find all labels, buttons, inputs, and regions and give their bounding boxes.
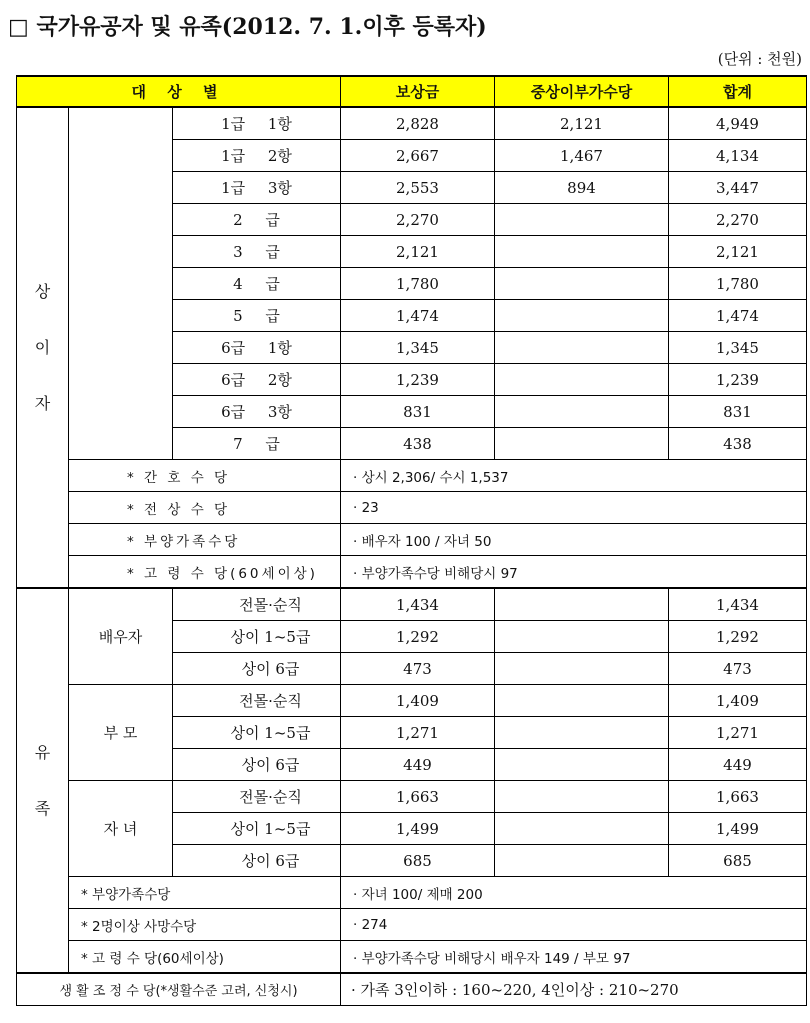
grade-label: 4 급 — [173, 268, 341, 300]
bereaved-group-name: 자 녀 — [69, 781, 173, 877]
bereaved-group-name: 배우자 — [69, 588, 173, 685]
bereaved-group-label-char: 족 — [34, 798, 51, 818]
bereaved-row — [17, 781, 807, 813]
allowance-value: 1,467 — [495, 140, 669, 172]
allowance-value — [495, 588, 669, 621]
unit-label: (단위 : 천원) — [717, 50, 802, 68]
total-value: 1,271 — [669, 717, 807, 749]
total-value: 1,409 — [669, 685, 807, 717]
note-label: * 간 호 수 당 — [69, 460, 341, 492]
total-value: 1,499 — [669, 813, 807, 845]
note-label: * 부양가족수당 — [69, 877, 341, 909]
compensation-value: 1,271 — [341, 717, 495, 749]
note-value: · 274 — [341, 909, 807, 941]
total-value: 2,270 — [669, 204, 807, 236]
allowance-value — [495, 621, 669, 653]
compensation-value: 473 — [341, 653, 495, 685]
note-value: · 상시 2,306/ 수시 1,537 — [341, 460, 807, 492]
compensation-value: 1,345 — [341, 332, 495, 364]
note-label: * 2명이상 사망수당 — [69, 909, 341, 941]
note-value: · 부양가족수당 비해당시 배우자 149 / 부모 97 — [341, 941, 807, 974]
compensation-value: 2,270 — [341, 204, 495, 236]
total-value: 449 — [669, 749, 807, 781]
total-value: 473 — [669, 653, 807, 685]
injured-group-label — [17, 107, 69, 588]
bereaved-type: 상이 6급 — [173, 845, 341, 877]
compensation-value: 1,292 — [341, 621, 495, 653]
total-value: 438 — [669, 428, 807, 460]
bereaved-type: 상이 1~5급 — [173, 717, 341, 749]
compensation-value: 831 — [341, 396, 495, 428]
injured-grade-row — [17, 107, 807, 140]
grade-label: 6급 3항 — [173, 396, 341, 428]
allowance-value: 894 — [495, 172, 669, 204]
allowance-value — [495, 332, 669, 364]
allowance-value — [495, 685, 669, 717]
bereaved-type: 상이 6급 — [173, 749, 341, 781]
page-title: □ 국가유공자 및 유족(2012. 7. 1.이후 등록자) — [8, 14, 487, 40]
compensation-value: 1,780 — [341, 268, 495, 300]
total-value: 4,134 — [669, 140, 807, 172]
injured-note-row — [17, 556, 807, 589]
header-row — [17, 76, 807, 107]
grade-label: 1급 3항 — [173, 172, 341, 204]
grade-label: 3 급 — [173, 236, 341, 268]
total-value: 1,345 — [669, 332, 807, 364]
compensation-value: 2,828 — [341, 107, 495, 140]
bereaved-row — [17, 685, 807, 717]
bereaved-type: 전몰·순직 — [173, 588, 341, 621]
note-value: · 자녀 100/ 제매 200 — [341, 877, 807, 909]
total-value: 685 — [669, 845, 807, 877]
compensation-value: 438 — [341, 428, 495, 460]
total-value: 2,121 — [669, 236, 807, 268]
compensation-value: 1,499 — [341, 813, 495, 845]
injured-group-label-char: 자 — [34, 393, 51, 413]
bereaved-group-label-char: 유 — [34, 742, 51, 762]
grade-label: 2 급 — [173, 204, 341, 236]
bereaved-type: 상이 6급 — [173, 653, 341, 685]
bereaved-type: 전몰·순직 — [173, 685, 341, 717]
bereaved-note-row — [17, 877, 807, 909]
note-value: · 부양가족수당 비해당시 97 — [341, 556, 807, 589]
bereaved-type: 상이 1~5급 — [173, 621, 341, 653]
grade-label: 1급 2항 — [173, 140, 341, 172]
allowance-value — [495, 813, 669, 845]
compensation-value: 2,121 — [341, 236, 495, 268]
total-value: 831 — [669, 396, 807, 428]
injured-group-label-char: 이 — [34, 337, 51, 357]
compensation-value: 1,474 — [341, 300, 495, 332]
compensation-value: 1,239 — [341, 364, 495, 396]
bereaved-group-name: 부 모 — [69, 685, 173, 781]
injured-spacer — [69, 107, 173, 460]
injured-note-row — [17, 492, 807, 524]
grade-label: 7 급 — [173, 428, 341, 460]
header-total: 합계 — [669, 76, 807, 107]
allowance-value: 2,121 — [495, 107, 669, 140]
bereaved-type: 전몰·순직 — [173, 781, 341, 813]
allowance-value — [495, 717, 669, 749]
injured-note-row — [17, 524, 807, 556]
compensation-value: 2,667 — [341, 140, 495, 172]
allowance-value — [495, 396, 669, 428]
bereaved-row — [17, 588, 807, 621]
total-value: 4,949 — [669, 107, 807, 140]
note-label: * 부양가족수당 — [69, 524, 341, 556]
total-value: 3,447 — [669, 172, 807, 204]
bereaved-note-row — [17, 941, 807, 974]
grade-label: 5 급 — [173, 300, 341, 332]
total-value: 1,239 — [669, 364, 807, 396]
injured-group-label-char: 상 — [34, 281, 51, 301]
note-value: · 23 — [341, 492, 807, 524]
note-label: * 고 령 수 당(60세이상) — [69, 556, 341, 589]
compensation-value: 1,434 — [341, 588, 495, 621]
bereaved-type: 상이 1~5급 — [173, 813, 341, 845]
allowance-value — [495, 749, 669, 781]
grade-label: 6급 2항 — [173, 364, 341, 396]
allowance-value — [495, 428, 669, 460]
compensation-value: 1,663 — [341, 781, 495, 813]
allowance-value — [495, 204, 669, 236]
grade-label: 1급 1항 — [173, 107, 341, 140]
living-adjustment-label: 생 활 조 정 수 당(*생활수준 고려, 신청시) — [17, 973, 341, 1006]
injured-note-row — [17, 460, 807, 492]
allowance-value — [495, 268, 669, 300]
allowance-value — [495, 300, 669, 332]
note-value: · 배우자 100 / 자녀 50 — [341, 524, 807, 556]
compensation-value: 449 — [341, 749, 495, 781]
living-adjustment-row — [17, 973, 807, 1006]
allowance-value — [495, 653, 669, 685]
total-value: 1,663 — [669, 781, 807, 813]
compensation-value: 685 — [341, 845, 495, 877]
bereaved-note-row — [17, 909, 807, 941]
compensation-table — [16, 75, 807, 1006]
allowance-value — [495, 364, 669, 396]
compensation-value: 2,553 — [341, 172, 495, 204]
bereaved-group-label — [17, 588, 69, 973]
grade-label: 6급 1항 — [173, 332, 341, 364]
header-allowance: 중상이부가수당 — [495, 76, 669, 107]
allowance-value — [495, 845, 669, 877]
total-value: 1,780 — [669, 268, 807, 300]
header-category: 대 상 별 — [17, 76, 341, 107]
allowance-value — [495, 781, 669, 813]
note-label: * 전 상 수 당 — [69, 492, 341, 524]
allowance-value — [495, 236, 669, 268]
total-value: 1,474 — [669, 300, 807, 332]
compensation-value: 1,409 — [341, 685, 495, 717]
total-value: 1,434 — [669, 588, 807, 621]
header-compensation: 보상금 — [341, 76, 495, 107]
note-label: * 고 령 수 당(60세이상) — [69, 941, 341, 974]
living-adjustment-value: · 가족 3인이하 : 160~220, 4인이상 : 210~270 — [341, 973, 807, 1006]
total-value: 1,292 — [669, 621, 807, 653]
